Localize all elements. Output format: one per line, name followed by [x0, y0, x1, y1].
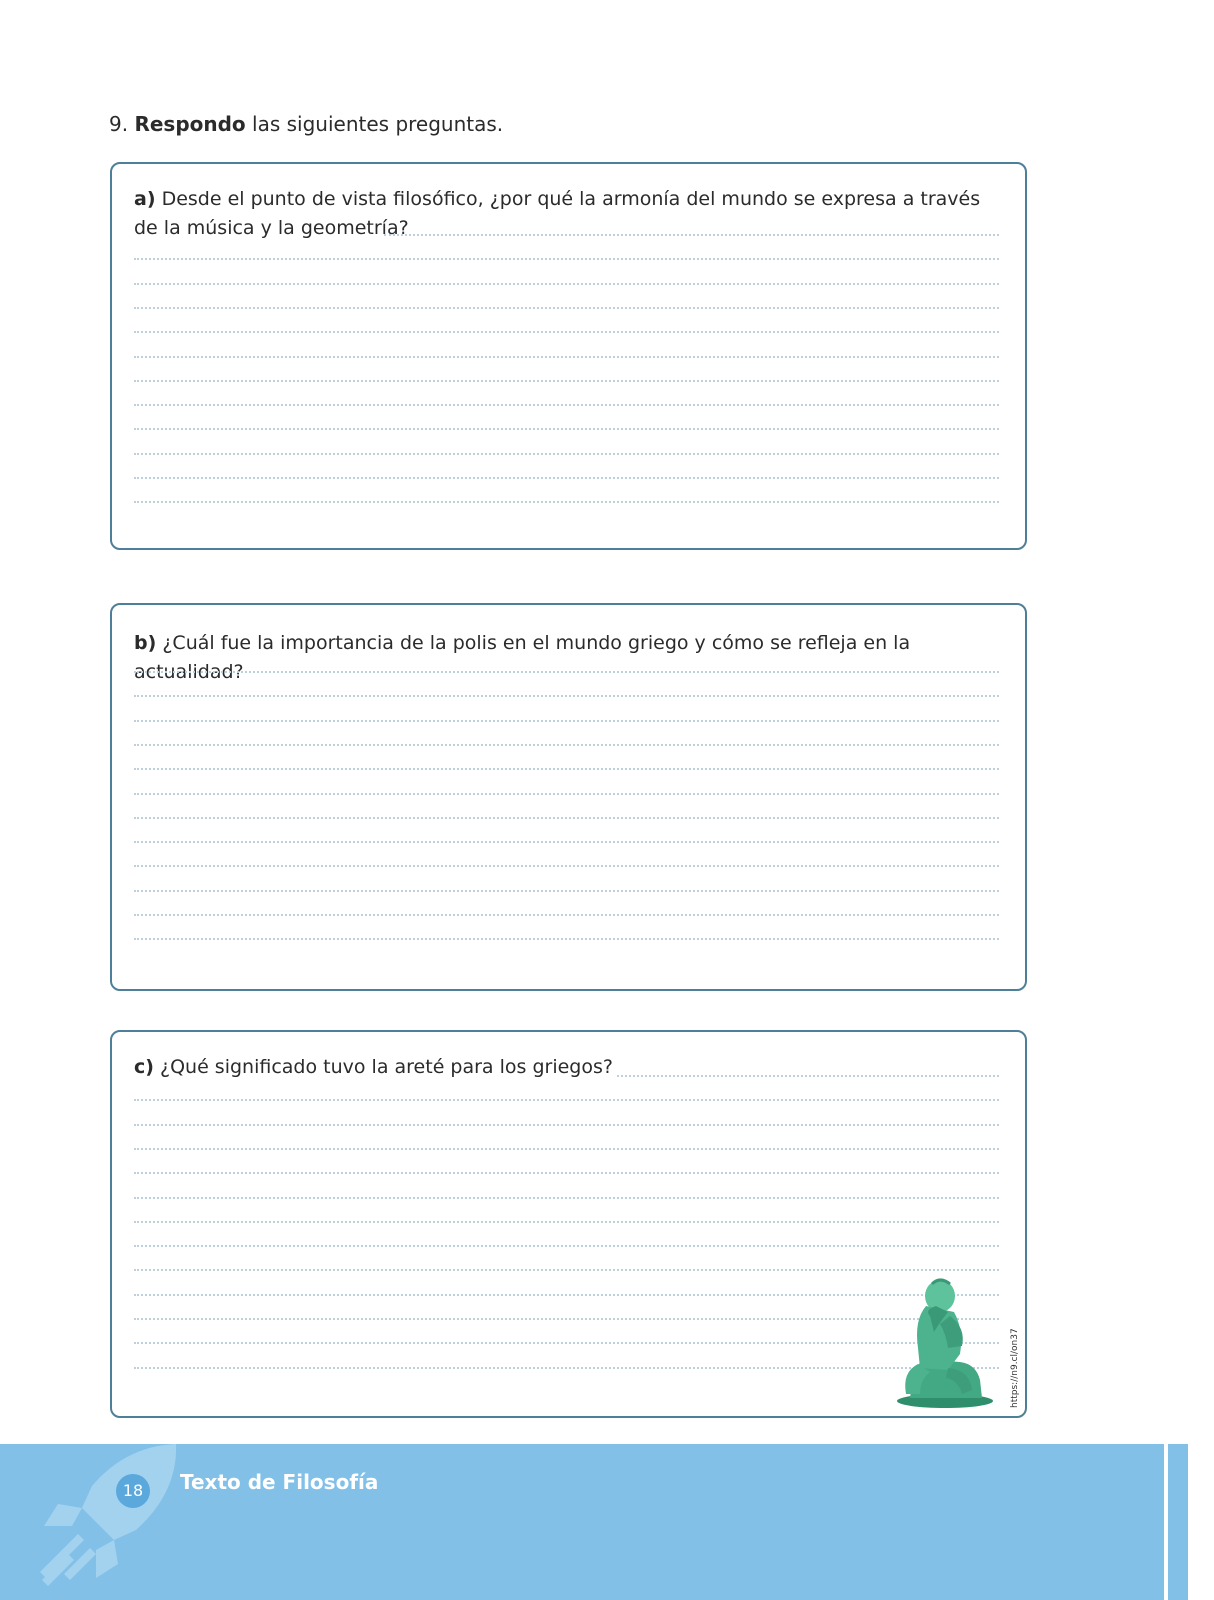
question-b-text: [134, 629, 999, 687]
answer-line[interactable]: [134, 1124, 999, 1126]
answer-line[interactable]: [134, 477, 999, 479]
answer-line[interactable]: [134, 938, 999, 940]
answer-line[interactable]: [134, 1148, 999, 1150]
rocket-icon: [28, 1444, 178, 1600]
answer-line[interactable]: [134, 356, 999, 358]
answer-line[interactable]: [134, 817, 999, 819]
answer-line[interactable]: [134, 865, 999, 867]
instruction-text: las siguientes preguntas.: [252, 112, 504, 136]
question-b-label: b): [134, 632, 157, 654]
answer-line[interactable]: [134, 695, 999, 697]
page-footer: [0, 1444, 1164, 1600]
instruction-verb: Respondo: [134, 112, 246, 136]
answer-line[interactable]: [134, 841, 999, 843]
answer-line[interactable]: [134, 307, 999, 309]
answer-line[interactable]: [134, 1197, 999, 1199]
answer-line[interactable]: [134, 720, 999, 722]
answer-line[interactable]: [134, 1099, 999, 1101]
answer-line[interactable]: [134, 1172, 999, 1174]
answer-line[interactable]: [134, 283, 999, 285]
answer-line[interactable]: [134, 428, 999, 430]
question-b-body: ¿Cuál fue la importancia de la polis en el mundo griego y cómo se refleja en la actualidad?: [134, 632, 911, 683]
answer-line[interactable]: [617, 1075, 999, 1077]
answer-line[interactable]: [134, 258, 999, 260]
answer-line[interactable]: [134, 1221, 999, 1223]
answer-line[interactable]: [134, 793, 999, 795]
book-title: Texto de Filosofía: [180, 1470, 379, 1494]
answer-line[interactable]: [134, 1367, 999, 1369]
page-number: 18: [116, 1474, 150, 1508]
question-box-a: [110, 162, 1027, 550]
answer-line[interactable]: [134, 1342, 999, 1344]
answer-line[interactable]: [134, 331, 999, 333]
answer-line[interactable]: [134, 890, 999, 892]
question-a-body: Desde el punto de vista filosófico, ¿por qué la armonía del mundo se expresa a través de la música y la geometría?: [134, 188, 981, 239]
answer-line[interactable]: [134, 914, 999, 916]
answer-line[interactable]: [134, 768, 999, 770]
answer-line[interactable]: [134, 1269, 999, 1271]
answer-line[interactable]: [134, 671, 999, 673]
thinker-statue-illustration: [890, 1276, 1000, 1410]
footer-side-strip: [1168, 1444, 1188, 1600]
image-credit: https://n9.cl/on37: [1010, 1328, 1020, 1408]
answer-line[interactable]: [134, 744, 999, 746]
answer-line[interactable]: [134, 1294, 999, 1296]
answer-line[interactable]: [384, 234, 999, 236]
instruction: [109, 110, 503, 138]
answer-line[interactable]: [134, 380, 999, 382]
question-c-text: [134, 1053, 999, 1082]
question-c-body: ¿Qué significado tuvo la areté para los griegos?: [160, 1056, 613, 1078]
answer-line[interactable]: [134, 404, 999, 406]
question-c-label: c): [134, 1056, 154, 1078]
answer-line[interactable]: [134, 1245, 999, 1247]
question-box-b: [110, 603, 1027, 991]
answer-line[interactable]: [134, 501, 999, 503]
answer-line[interactable]: [134, 1318, 999, 1320]
question-a-label: a): [134, 188, 156, 210]
instruction-number: 9.: [109, 112, 129, 136]
answer-line[interactable]: [134, 453, 999, 455]
